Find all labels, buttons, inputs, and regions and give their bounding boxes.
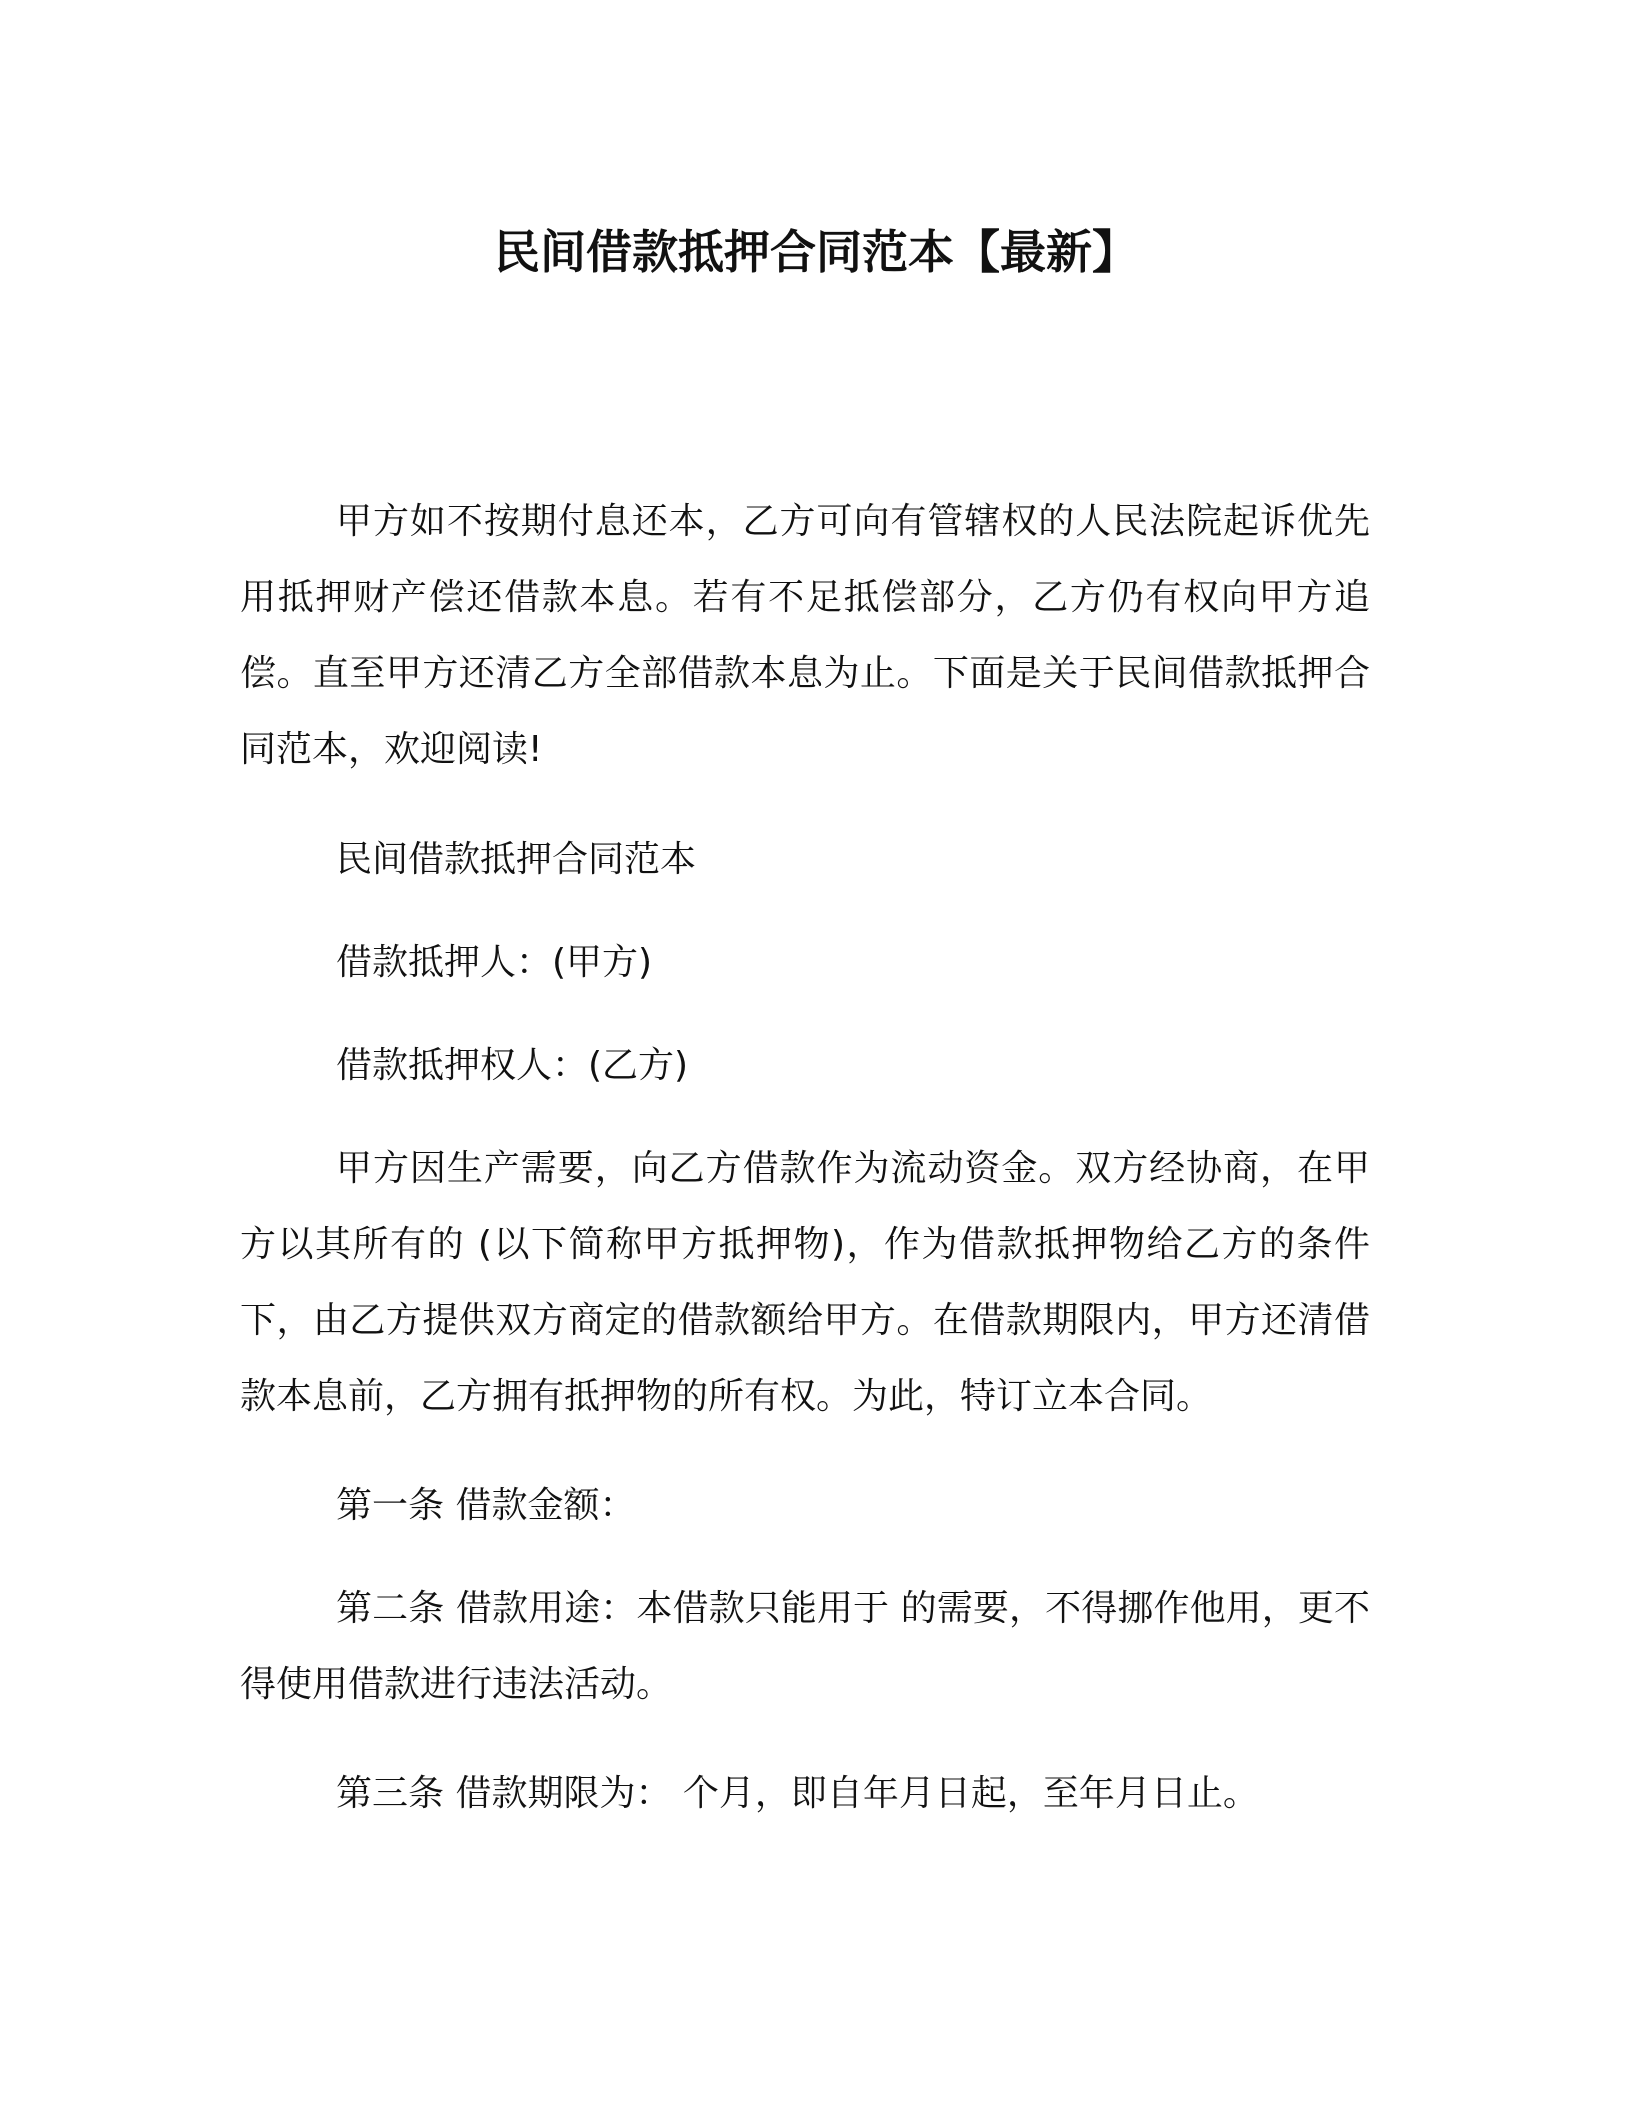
article-1: 第一条 借款金额：: [336, 1485, 636, 1526]
document-title: 民间借款抵押合同范本【最新】: [494, 225, 1138, 279]
borrower-line: 借款抵押人：(甲方): [336, 942, 653, 983]
article-2: 第二条 借款用途：本借款只能用于 的需要，不得挪作他用，更不得使用借款进行违法活动。: [240, 1588, 1370, 1705]
contract-heading: 民间借款抵押合同范本: [336, 839, 697, 880]
preamble-paragraph: 甲方因生产需要，向乙方借款作为流动资金。双方经协商，在甲方以其所有的 (以下简称甲方抵押物)，作为借款抵押物给乙方的条件下，由乙方提供双方商定的借款额给甲方。在借款期限内，甲方还清借款本息前，乙方拥有抵押物的所有权。为此，特订立本合同。: [240, 1148, 1370, 1417]
intro-paragraph: 甲方如不按期付息还本，乙方可向有管辖权的人民法院起诉优先用抵押财产偿还借款本息。若有不足抵偿部分，乙方仍有权向甲方追偿。直至甲方还清乙方全部借款本息为止。下面是关于民间借款抵押合同范本，欢迎阅读!: [240, 501, 1370, 770]
article-3: 第三条 借款期限为： 个月，即自年月日起，至年月日止。: [336, 1773, 1259, 1814]
lender-line: 借款抵押权人：(乙方): [336, 1045, 689, 1086]
